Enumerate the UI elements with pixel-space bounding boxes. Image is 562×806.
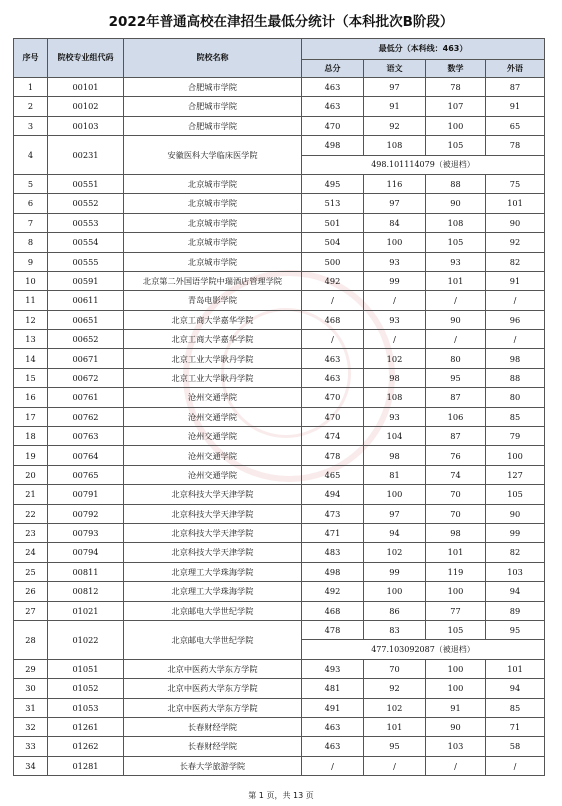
cell-chinese: 84 xyxy=(364,213,426,232)
cell-code: 00555 xyxy=(48,252,124,271)
cell-code: 00103 xyxy=(48,116,124,135)
table-row xyxy=(14,271,545,290)
cell-code: 00553 xyxy=(48,213,124,232)
cell-seq: 25 xyxy=(14,562,48,581)
cell-foreign: 90 xyxy=(486,213,545,232)
cell-seq: 12 xyxy=(14,310,48,329)
cell-foreign: 82 xyxy=(486,252,545,271)
cell-name: 北京城市学院 xyxy=(124,213,302,232)
cell-math: 100 xyxy=(426,659,486,678)
cell-name: 沧州交通学院 xyxy=(124,407,302,426)
cell-total: 463 xyxy=(302,737,364,756)
cell-code: 00791 xyxy=(48,485,124,504)
table-row xyxy=(14,349,545,368)
cell-code: 00761 xyxy=(48,388,124,407)
cell-name: 合肥城市学院 xyxy=(124,78,302,97)
table-row xyxy=(14,407,545,426)
cell-chinese: 93 xyxy=(364,310,426,329)
cell-chinese: 97 xyxy=(364,78,426,97)
cell-seq: 26 xyxy=(14,582,48,601)
cell-foreign: 75 xyxy=(486,174,545,193)
cell-math: 98 xyxy=(426,523,486,542)
cell-code: 00591 xyxy=(48,271,124,290)
cell-chinese: 83 xyxy=(364,620,426,639)
cell-code: 01261 xyxy=(48,717,124,736)
cell-chinese: 104 xyxy=(364,427,426,446)
cell-seq: 21 xyxy=(14,485,48,504)
cell-foreign: 89 xyxy=(486,601,545,620)
cell-chinese: 81 xyxy=(364,465,426,484)
cell-total: 470 xyxy=(302,407,364,426)
table-row xyxy=(14,465,545,484)
cell-code: 01051 xyxy=(48,659,124,678)
cell-chinese: 98 xyxy=(364,446,426,465)
cell-math: 87 xyxy=(426,388,486,407)
cell-total: 465 xyxy=(302,465,364,484)
cell-seq: 32 xyxy=(14,717,48,736)
cell-chinese: 97 xyxy=(364,504,426,523)
cell-math: 100 xyxy=(426,582,486,601)
cell-total: 463 xyxy=(302,368,364,387)
cell-name: 北京中医药大学东方学院 xyxy=(124,698,302,717)
table-row xyxy=(14,310,545,329)
score-table xyxy=(13,38,545,776)
header-seq: 序号 xyxy=(14,39,48,78)
cell-total: 495 xyxy=(302,174,364,193)
cell-chinese: 100 xyxy=(364,485,426,504)
table-row xyxy=(14,717,545,736)
table-row xyxy=(14,659,545,678)
table-row xyxy=(14,330,545,349)
page-title: 2022年普通高校在津招生最低分统计（本科批次B阶段） xyxy=(108,14,454,30)
cell-chinese: 91 xyxy=(364,97,426,116)
cell-total: 481 xyxy=(302,679,364,698)
cell-total: 498 xyxy=(302,562,364,581)
cell-total: 471 xyxy=(302,523,364,542)
cell-chinese: / xyxy=(364,756,426,775)
table-row xyxy=(14,233,545,252)
table-row xyxy=(14,97,545,116)
cell-seq: 17 xyxy=(14,407,48,426)
cell-foreign: 91 xyxy=(486,271,545,290)
table-row xyxy=(14,601,545,620)
table-row xyxy=(14,427,545,446)
header-row-1 xyxy=(14,39,545,60)
table-row xyxy=(14,504,545,523)
cell-total: 483 xyxy=(302,543,364,562)
cell-foreign: 127 xyxy=(486,465,545,484)
cell-code: 01262 xyxy=(48,737,124,756)
cell-code: 01053 xyxy=(48,698,124,717)
cell-code: 00672 xyxy=(48,368,124,387)
cell-code: 00101 xyxy=(48,78,124,97)
cell-name: 北京科技大学天津学院 xyxy=(124,504,302,523)
cell-seq: 23 xyxy=(14,523,48,542)
cell-name: 沧州交通学院 xyxy=(124,388,302,407)
cell-total: 504 xyxy=(302,233,364,252)
cell-total: 463 xyxy=(302,78,364,97)
cell-foreign: 78 xyxy=(486,136,545,155)
cell-code: 01281 xyxy=(48,756,124,775)
table-row xyxy=(14,756,545,775)
cell-chinese: 102 xyxy=(364,698,426,717)
cell-total: 500 xyxy=(302,252,364,271)
cell-name: 沧州交通学院 xyxy=(124,427,302,446)
cell-foreign: 105 xyxy=(486,485,545,504)
cell-total: 470 xyxy=(302,116,364,135)
cell-seq: 8 xyxy=(14,233,48,252)
cell-chinese: 93 xyxy=(364,252,426,271)
cell-seq: 13 xyxy=(14,330,48,349)
cell-code: 00652 xyxy=(48,330,124,349)
cell-code: 00794 xyxy=(48,543,124,562)
cell-name: 长春财经学院 xyxy=(124,737,302,756)
cell-seq: 4 xyxy=(14,136,48,175)
cell-chinese: 102 xyxy=(364,543,426,562)
table-row xyxy=(14,446,545,465)
cell-total: 463 xyxy=(302,349,364,368)
table-row xyxy=(14,388,545,407)
cell-seq: 9 xyxy=(14,252,48,271)
cell-name: 北京工商大学嘉华学院 xyxy=(124,310,302,329)
cell-code: 00762 xyxy=(48,407,124,426)
cell-foreign: 58 xyxy=(486,737,545,756)
cell-math: 87 xyxy=(426,427,486,446)
cell-name: 北京第二外国语学院中瑞酒店管理学院 xyxy=(124,271,302,290)
cell-math: 90 xyxy=(426,310,486,329)
table-row xyxy=(14,543,545,562)
cell-math: 93 xyxy=(426,252,486,271)
header-name: 院校名称 xyxy=(124,39,302,78)
table-row xyxy=(14,582,545,601)
cell-name: 长春财经学院 xyxy=(124,717,302,736)
cell-total: 478 xyxy=(302,446,364,465)
cell-name: 沧州交通学院 xyxy=(124,465,302,484)
cell-chinese: 101 xyxy=(364,717,426,736)
cell-total: 474 xyxy=(302,427,364,446)
cell-code: 00792 xyxy=(48,504,124,523)
table-body xyxy=(14,78,545,776)
cell-code: 00671 xyxy=(48,349,124,368)
cell-math: / xyxy=(426,291,486,310)
cell-name: 合肥城市学院 xyxy=(124,116,302,135)
cell-chinese: 97 xyxy=(364,194,426,213)
cell-foreign: 85 xyxy=(486,407,545,426)
cell-chinese: 102 xyxy=(364,349,426,368)
cell-note: 477.103092087（被退档） xyxy=(302,640,545,659)
cell-math: 95 xyxy=(426,368,486,387)
cell-code: 00764 xyxy=(48,446,124,465)
cell-name: 长春大学旅游学院 xyxy=(124,756,302,775)
cell-total: 491 xyxy=(302,698,364,717)
cell-code: 00812 xyxy=(48,582,124,601)
cell-foreign: / xyxy=(486,291,545,310)
cell-seq: 29 xyxy=(14,659,48,678)
cell-code: 00611 xyxy=(48,291,124,310)
cell-foreign: 87 xyxy=(486,78,545,97)
cell-chinese: 92 xyxy=(364,116,426,135)
header-min-score: 最低分（本科线：463） xyxy=(302,39,545,60)
cell-foreign: 94 xyxy=(486,679,545,698)
cell-name: 北京中医药大学东方学院 xyxy=(124,659,302,678)
cell-foreign: / xyxy=(486,756,545,775)
cell-foreign: 98 xyxy=(486,349,545,368)
cell-code: 00651 xyxy=(48,310,124,329)
cell-math: 74 xyxy=(426,465,486,484)
cell-seq: 3 xyxy=(14,116,48,135)
cell-name: 北京科技大学天津学院 xyxy=(124,523,302,542)
cell-math: 106 xyxy=(426,407,486,426)
cell-seq: 16 xyxy=(14,388,48,407)
cell-math: 80 xyxy=(426,349,486,368)
cell-foreign: 101 xyxy=(486,659,545,678)
cell-name: 北京城市学院 xyxy=(124,194,302,213)
cell-name: 北京中医药大学东方学院 xyxy=(124,679,302,698)
cell-foreign: 95 xyxy=(486,620,545,639)
cell-math: 90 xyxy=(426,194,486,213)
cell-chinese: 108 xyxy=(364,388,426,407)
table-row xyxy=(14,116,545,135)
cell-chinese: 100 xyxy=(364,233,426,252)
cell-math: 78 xyxy=(426,78,486,97)
cell-total: 493 xyxy=(302,659,364,678)
table-row xyxy=(14,136,545,155)
cell-code: 00554 xyxy=(48,233,124,252)
cell-name: 北京科技大学天津学院 xyxy=(124,543,302,562)
cell-code: 00765 xyxy=(48,465,124,484)
table-row xyxy=(14,194,545,213)
table-row xyxy=(14,485,545,504)
cell-math: 101 xyxy=(426,271,486,290)
cell-total: / xyxy=(302,291,364,310)
cell-name: 北京工业大学耿丹学院 xyxy=(124,349,302,368)
cell-math: 70 xyxy=(426,504,486,523)
cell-seq: 10 xyxy=(14,271,48,290)
table-row xyxy=(14,523,545,542)
cell-math: 105 xyxy=(426,620,486,639)
table-row xyxy=(14,562,545,581)
header-total: 总分 xyxy=(302,60,364,78)
cell-seq: 31 xyxy=(14,698,48,717)
cell-math: 90 xyxy=(426,717,486,736)
cell-code: 00552 xyxy=(48,194,124,213)
cell-note: 498.101114079（被退档） xyxy=(302,155,545,174)
cell-chinese: 99 xyxy=(364,562,426,581)
cell-seq: 33 xyxy=(14,737,48,756)
cell-math: 77 xyxy=(426,601,486,620)
cell-math: 88 xyxy=(426,174,486,193)
cell-math: 100 xyxy=(426,116,486,135)
cell-foreign: 99 xyxy=(486,523,545,542)
cell-code: 00231 xyxy=(48,136,124,175)
table-row xyxy=(14,213,545,232)
cell-total: 494 xyxy=(302,485,364,504)
cell-math: 91 xyxy=(426,698,486,717)
cell-chinese: 116 xyxy=(364,174,426,193)
cell-math: 105 xyxy=(426,233,486,252)
cell-chinese: / xyxy=(364,291,426,310)
cell-chinese: 92 xyxy=(364,679,426,698)
cell-total: 470 xyxy=(302,388,364,407)
cell-math: 103 xyxy=(426,737,486,756)
header-foreign: 外语 xyxy=(486,60,545,78)
cell-name: 安徽医科大学临床医学院 xyxy=(124,136,302,175)
table-row xyxy=(14,737,545,756)
cell-total: 513 xyxy=(302,194,364,213)
cell-seq: 27 xyxy=(14,601,48,620)
cell-math: 100 xyxy=(426,679,486,698)
cell-foreign: 79 xyxy=(486,427,545,446)
cell-code: 00551 xyxy=(48,174,124,193)
cell-total: 492 xyxy=(302,271,364,290)
cell-total: 463 xyxy=(302,97,364,116)
cell-seq: 15 xyxy=(14,368,48,387)
cell-total: / xyxy=(302,330,364,349)
cell-seq: 6 xyxy=(14,194,48,213)
cell-name: 北京邮电大学世纪学院 xyxy=(124,601,302,620)
cell-code: 01022 xyxy=(48,620,124,659)
cell-foreign: 85 xyxy=(486,698,545,717)
table-row xyxy=(14,368,545,387)
cell-name: 北京科技大学天津学院 xyxy=(124,485,302,504)
cell-name: 北京工商大学嘉华学院 xyxy=(124,330,302,349)
cell-chinese: 98 xyxy=(364,368,426,387)
cell-chinese: 86 xyxy=(364,601,426,620)
cell-seq: 34 xyxy=(14,756,48,775)
cell-foreign: 100 xyxy=(486,446,545,465)
cell-math: 119 xyxy=(426,562,486,581)
table-row xyxy=(14,679,545,698)
cell-name: 北京城市学院 xyxy=(124,174,302,193)
cell-seq: 20 xyxy=(14,465,48,484)
cell-math: / xyxy=(426,756,486,775)
cell-code: 00763 xyxy=(48,427,124,446)
cell-seq: 5 xyxy=(14,174,48,193)
cell-chinese: 99 xyxy=(364,271,426,290)
cell-chinese: 95 xyxy=(364,737,426,756)
cell-code: 00793 xyxy=(48,523,124,542)
cell-chinese: / xyxy=(364,330,426,349)
cell-chinese: 108 xyxy=(364,136,426,155)
cell-seq: 2 xyxy=(14,97,48,116)
cell-chinese: 94 xyxy=(364,523,426,542)
cell-foreign: 103 xyxy=(486,562,545,581)
cell-foreign: 65 xyxy=(486,116,545,135)
header-chinese: 语文 xyxy=(364,60,426,78)
table-row xyxy=(14,620,545,639)
cell-total: 501 xyxy=(302,213,364,232)
cell-seq: 7 xyxy=(14,213,48,232)
cell-seq: 24 xyxy=(14,543,48,562)
cell-seq: 1 xyxy=(14,78,48,97)
cell-foreign: 80 xyxy=(486,388,545,407)
table-row xyxy=(14,78,545,97)
cell-seq: 14 xyxy=(14,349,48,368)
cell-name: 北京邮电大学世纪学院 xyxy=(124,620,302,659)
table-row xyxy=(14,252,545,271)
table-row xyxy=(14,174,545,193)
cell-code: 01021 xyxy=(48,601,124,620)
cell-name: 北京理工大学珠海学院 xyxy=(124,582,302,601)
cell-total: 468 xyxy=(302,601,364,620)
cell-foreign: 71 xyxy=(486,717,545,736)
cell-total: 473 xyxy=(302,504,364,523)
cell-name: 沧州交通学院 xyxy=(124,446,302,465)
cell-math: 105 xyxy=(426,136,486,155)
cell-name: 青岛电影学院 xyxy=(124,291,302,310)
cell-chinese: 93 xyxy=(364,407,426,426)
cell-foreign: 94 xyxy=(486,582,545,601)
cell-foreign: 90 xyxy=(486,504,545,523)
cell-chinese: 70 xyxy=(364,659,426,678)
cell-seq: 22 xyxy=(14,504,48,523)
cell-name: 北京城市学院 xyxy=(124,252,302,271)
cell-name: 合肥城市学院 xyxy=(124,97,302,116)
cell-foreign: 82 xyxy=(486,543,545,562)
cell-seq: 19 xyxy=(14,446,48,465)
cell-total: 498 xyxy=(302,136,364,155)
header-code: 院校专业组代码 xyxy=(48,39,124,78)
cell-name: 北京城市学院 xyxy=(124,233,302,252)
cell-name: 北京工业大学耿丹学院 xyxy=(124,368,302,387)
cell-chinese: 100 xyxy=(364,582,426,601)
cell-math: / xyxy=(426,330,486,349)
cell-foreign: 101 xyxy=(486,194,545,213)
cell-seq: 11 xyxy=(14,291,48,310)
cell-code: 00102 xyxy=(48,97,124,116)
cell-total: 468 xyxy=(302,310,364,329)
cell-seq: 30 xyxy=(14,679,48,698)
cell-math: 101 xyxy=(426,543,486,562)
cell-foreign: 96 xyxy=(486,310,545,329)
page-footer: 第 1 页，共 13 页 xyxy=(248,791,314,800)
table-row xyxy=(14,698,545,717)
header-math: 数学 xyxy=(426,60,486,78)
cell-name: 北京理工大学珠海学院 xyxy=(124,562,302,581)
cell-seq: 18 xyxy=(14,427,48,446)
cell-total: 463 xyxy=(302,717,364,736)
cell-foreign: 92 xyxy=(486,233,545,252)
cell-foreign: 91 xyxy=(486,97,545,116)
cell-math: 76 xyxy=(426,446,486,465)
cell-foreign: 88 xyxy=(486,368,545,387)
cell-math: 108 xyxy=(426,213,486,232)
cell-code: 01052 xyxy=(48,679,124,698)
cell-math: 70 xyxy=(426,485,486,504)
cell-foreign: / xyxy=(486,330,545,349)
cell-total: 478 xyxy=(302,620,364,639)
cell-seq: 28 xyxy=(14,620,48,659)
cell-total: / xyxy=(302,756,364,775)
cell-math: 107 xyxy=(426,97,486,116)
cell-code: 00811 xyxy=(48,562,124,581)
table-row xyxy=(14,291,545,310)
cell-total: 492 xyxy=(302,582,364,601)
